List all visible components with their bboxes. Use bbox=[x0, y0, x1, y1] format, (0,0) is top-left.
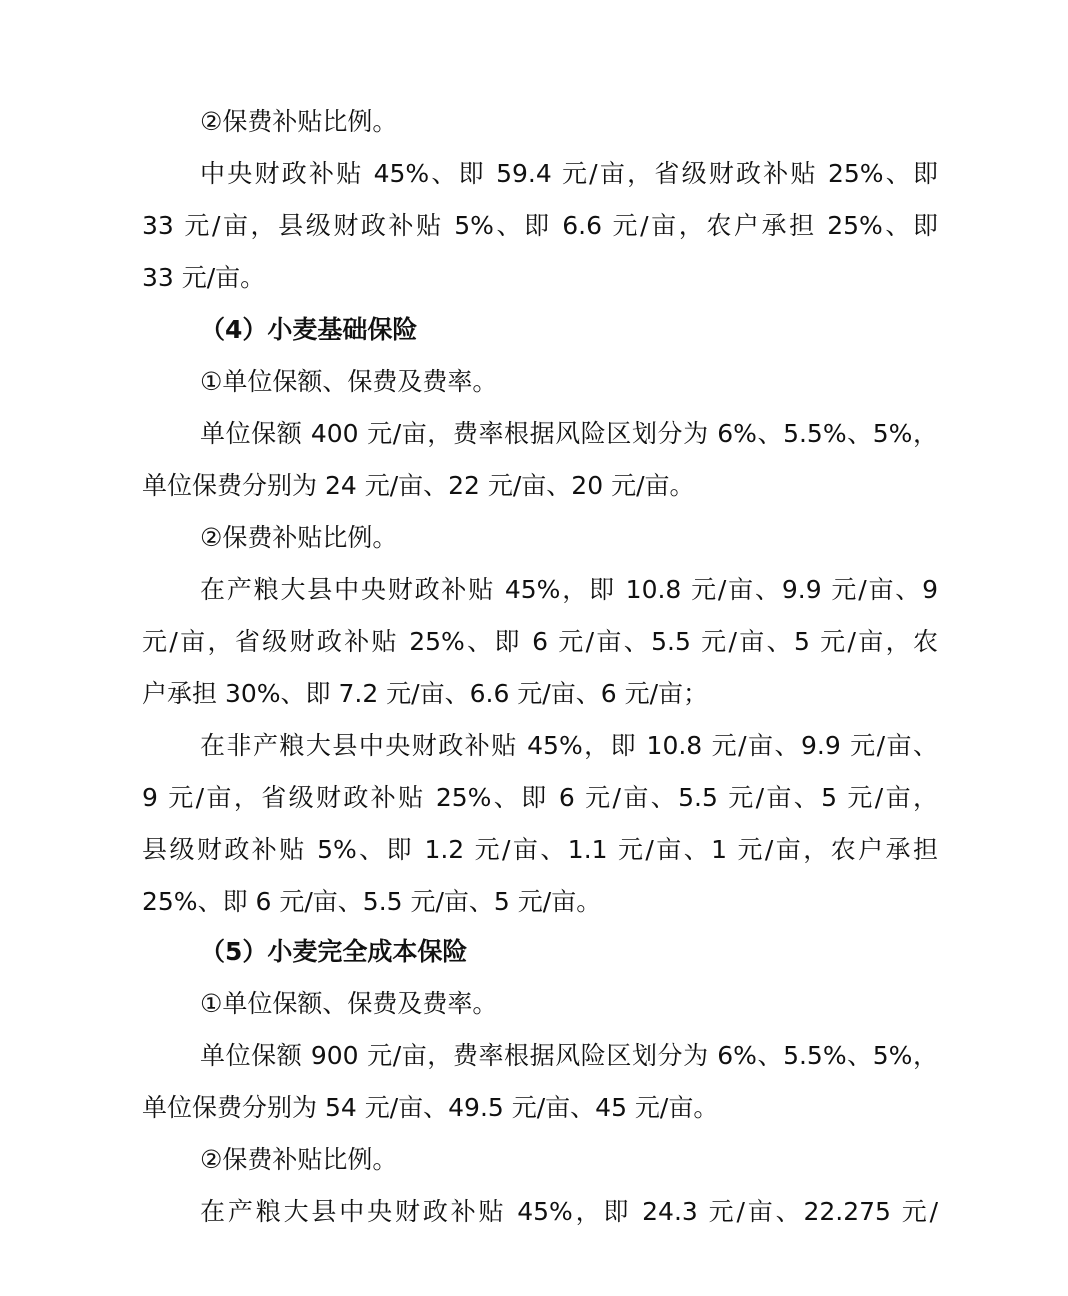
section-heading-wheat-basic-insurance: （4）小麦基础保险 bbox=[200, 315, 418, 344]
section-heading-wheat-full-cost-insurance: （5）小麦完全成本保险 bbox=[200, 937, 468, 966]
paragraph-line: 在非产粮大县中央财政补贴 45%，即 10.8 元/亩、9.9 元/亩、 bbox=[200, 731, 938, 760]
paragraph-line: 33 元/亩，县级财政补贴 5%、即 6.6 元/亩，农户承担 25%、即 bbox=[142, 211, 938, 240]
paragraph-line: 单位保费分别为 24 元/亩、22 元/亩、20 元/亩。 bbox=[142, 471, 695, 500]
coverage-subheading: ①单位保额、保费及费率。 bbox=[200, 989, 498, 1018]
paragraph-line: 在产粮大县中央财政补贴 45%，即 24.3 元/亩、22.275 元/ bbox=[200, 1197, 938, 1226]
paragraph-line: 33 元/亩。 bbox=[142, 263, 266, 292]
coverage-subheading: ①单位保额、保费及费率。 bbox=[200, 367, 498, 396]
paragraph-line: 中央财政补贴 45%、即 59.4 元/亩，省级财政补贴 25%、即 bbox=[200, 159, 938, 188]
paragraph-line: 单位保额 400 元/亩，费率根据风险区划分为 6%、5.5%、5%， bbox=[200, 419, 938, 448]
subsidy-ratio-subheading: ②保费补贴比例。 bbox=[200, 523, 398, 552]
paragraph-line: 元/亩，省级财政补贴 25%、即 6 元/亩、5.5 元/亩、5 元/亩，农 bbox=[142, 627, 938, 656]
subsidy-ratio-subheading: ②保费补贴比例。 bbox=[200, 107, 398, 136]
subsidy-ratio-subheading: ②保费补贴比例。 bbox=[200, 1145, 398, 1174]
paragraph-line: 25%、即 6 元/亩、5.5 元/亩、5 元/亩。 bbox=[142, 887, 602, 916]
paragraph-line: 单位保额 900 元/亩，费率根据风险区划分为 6%、5.5%、5%， bbox=[200, 1041, 938, 1070]
paragraph-line: 户承担 30%、即 7.2 元/亩、6.6 元/亩、6 元/亩； bbox=[142, 679, 708, 708]
paragraph-line: 县级财政补贴 5%、即 1.2 元/亩、1.1 元/亩、1 元/亩，农户承担 bbox=[142, 835, 938, 864]
paragraph-line: 9 元/亩，省级财政补贴 25%、即 6 元/亩、5.5 元/亩、5 元/亩， bbox=[142, 783, 938, 812]
paragraph-line: 单位保费分别为 54 元/亩、49.5 元/亩、45 元/亩。 bbox=[142, 1093, 719, 1122]
paragraph-line: 在产粮大县中央财政补贴 45%，即 10.8 元/亩、9.9 元/亩、9 bbox=[200, 575, 938, 604]
